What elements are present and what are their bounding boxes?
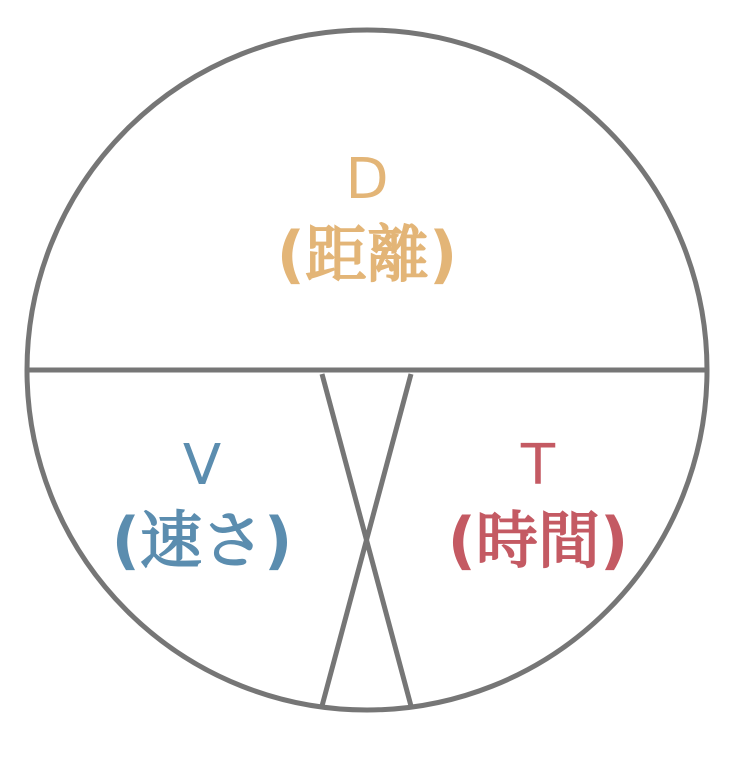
time-letter: T xyxy=(520,433,556,498)
speed-label: (速さ) xyxy=(111,504,293,577)
speed-letter: V xyxy=(182,433,222,498)
distance-letter: D xyxy=(345,147,389,212)
time-label: (時間) xyxy=(447,504,629,577)
distance-label: (距離) xyxy=(276,218,458,291)
